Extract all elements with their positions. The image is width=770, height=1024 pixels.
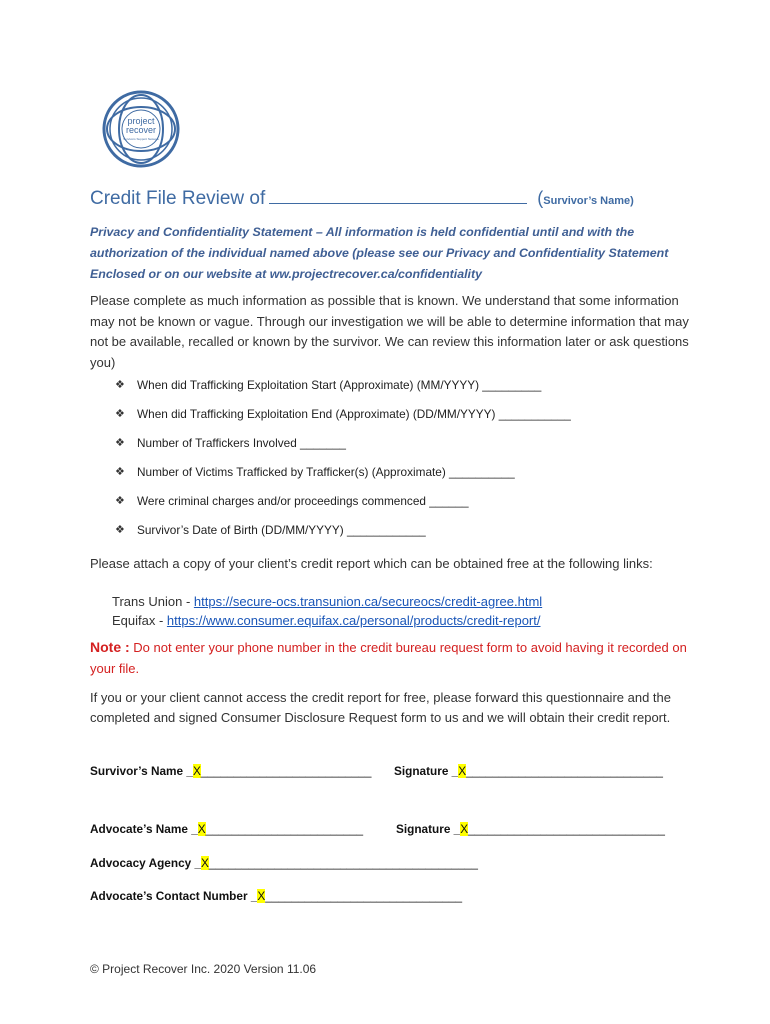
diamond-bullet-icon: ❖ <box>115 437 125 449</box>
project-recover-logo <box>101 89 181 169</box>
list-item <box>115 407 675 436</box>
intro-paragraph: Please complete as much information as possible that is known. We understand that some information may not be known or vague. Through our investigation we will be able to determine information that may not be available, recalled or known by the survivor. We can review this information later or ask questions you) <box>90 293 689 370</box>
survivor-signature-field[interactable] <box>394 764 663 778</box>
logo-tagline: Survivors Support Network <box>123 137 159 141</box>
list-item <box>115 465 675 494</box>
list-item <box>115 436 675 465</box>
signature-line: __________________________ <box>200 764 372 778</box>
title-paren-note: Survivor’s Name) <box>543 195 634 207</box>
advocate-contact-label: Advocate’s Contact Number _ <box>90 889 258 903</box>
advocacy-agency-label: Advocacy Agency _ <box>90 856 202 870</box>
diamond-bullet-icon: ❖ <box>115 524 125 536</box>
question-text: Number of Traffickers Involved _______ <box>137 436 346 450</box>
advocate-signature-field[interactable] <box>396 822 665 836</box>
diamond-bullet-icon: ❖ <box>115 466 125 478</box>
credit-report-links <box>112 592 542 630</box>
survivor-name-blank <box>269 188 527 204</box>
signature-line: _________________________________________ <box>208 856 478 870</box>
diamond-bullet-icon: ❖ <box>115 495 125 507</box>
footer-copyright: © Project Recover Inc. 2020 Version 11.06 <box>90 962 317 976</box>
title-paren-open: ( <box>537 188 544 208</box>
logo-text-line1: project <box>127 116 155 126</box>
x-mark: X <box>192 764 201 778</box>
question-text: Number of Victims Trafficked by Trafficker(s) (Approximate) __________ <box>137 465 515 479</box>
question-list <box>115 378 675 552</box>
transunion-link[interactable]: https://secure-ocs.transunion.ca/secureocs/credit-agree.html <box>193 594 543 609</box>
advocacy-agency-field[interactable] <box>90 856 478 870</box>
forward-paragraph: If you or your client cannot access the credit report for free, please forward this questionnaire and the completed and signed Consumer Disclosure Request form to us and we will obtain their credit report. <box>90 690 671 725</box>
question-text: Were criminal charges and/or proceedings commenced ______ <box>137 494 469 508</box>
x-mark: X <box>458 764 467 778</box>
equifax-label: Equifax - <box>112 613 167 628</box>
equifax-link[interactable]: https://www.consumer.equifax.ca/personal/products/credit-report/ <box>166 613 541 628</box>
title-label: Credit File Review of <box>90 188 266 209</box>
survivor-name-label: Survivor’s Name _ <box>90 764 193 778</box>
note-label: Note : <box>90 639 130 655</box>
advocate-contact-field[interactable] <box>90 889 462 903</box>
privacy-statement: Privacy and Confidentiality Statement – All information is held confidential until and with the authorization of the individual named above (please see our Privacy and Confidentiality Statement Enclosed or on our website at ww.projectrecover.ca/confidentiality <box>90 225 669 281</box>
survivor-name-field[interactable] <box>90 764 371 778</box>
transunion-label: Trans Union - <box>112 594 194 609</box>
diamond-bullet-icon: ❖ <box>115 408 125 420</box>
list-item <box>115 523 675 552</box>
advocate-signature-label: Signature _ <box>396 822 461 836</box>
advocate-name-label: Advocate’s Name _ <box>90 822 198 836</box>
list-item <box>115 378 675 407</box>
attach-paragraph: Please attach a copy of your client’s credit report which can be obtained free at the following links: <box>90 556 653 571</box>
diamond-bullet-icon: ❖ <box>115 379 125 391</box>
list-item <box>115 494 675 523</box>
question-text: Survivor’s Date of Birth (DD/MM/YYYY) ____________ <box>137 523 426 537</box>
advocate-name-field[interactable] <box>90 822 363 836</box>
x-mark: X <box>201 856 209 870</box>
note-text: Do not enter your phone number in the credit bureau request form to avoid having it recorded on your file. <box>90 640 687 676</box>
survivor-signature-label: Signature _ <box>394 764 459 778</box>
logo-text-line2: recover <box>125 125 157 135</box>
question-text: When did Trafficking Exploitation End (Approximate) (DD/MM/YYYY) ___________ <box>137 407 571 421</box>
note-paragraph <box>90 637 690 679</box>
signature-line: ________________________ <box>205 822 364 836</box>
signature-line: ______________________________ <box>265 889 463 903</box>
signature-line: ______________________________ <box>468 822 665 836</box>
page-title <box>90 188 634 210</box>
x-mark: X <box>460 822 469 836</box>
question-text: When did Trafficking Exploitation Start (Approximate) (MM/YYYY) _________ <box>137 378 542 392</box>
x-mark: X <box>257 889 266 903</box>
x-mark: X <box>197 822 206 836</box>
signature-line: ______________________________ <box>466 764 663 778</box>
